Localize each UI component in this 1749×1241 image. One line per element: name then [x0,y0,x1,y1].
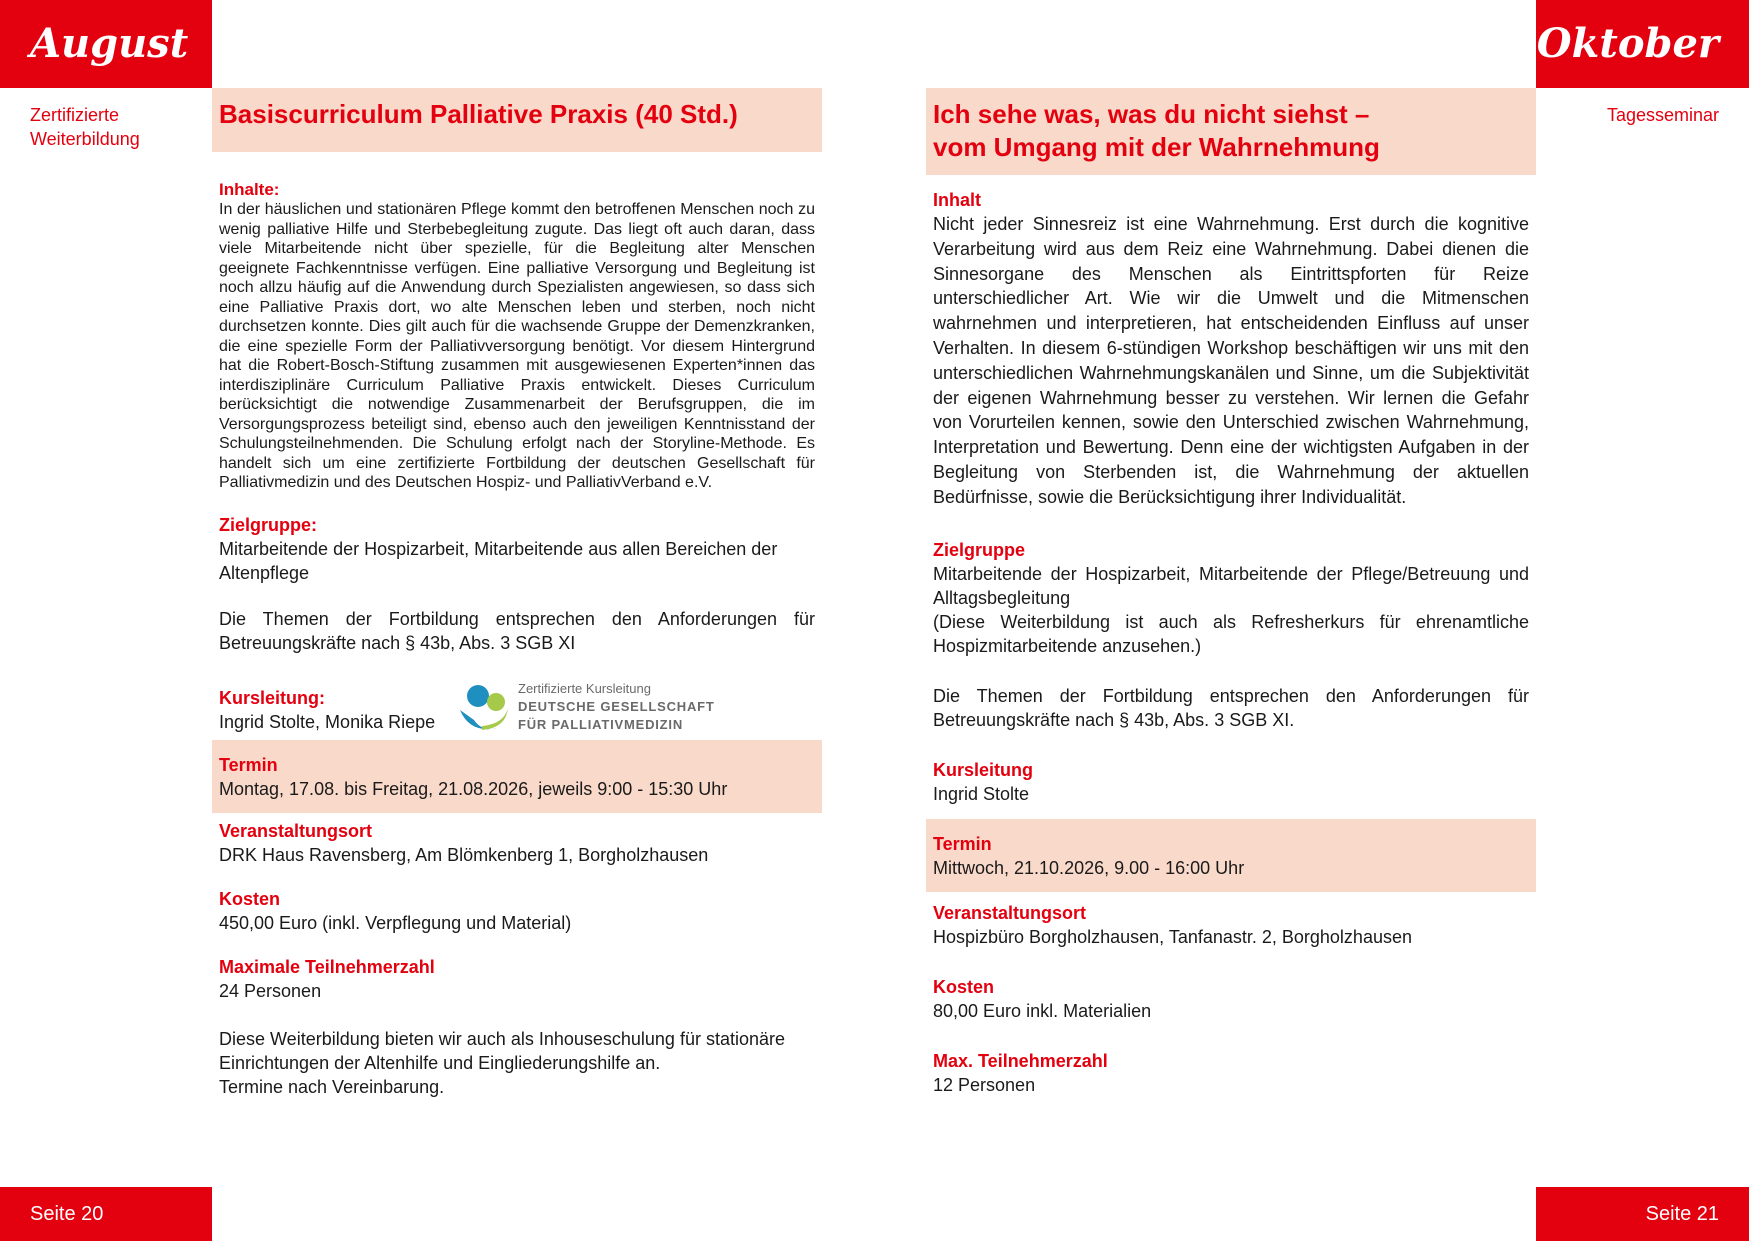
dgp-logo-icon [452,676,718,738]
max-text: 24 Personen [219,980,322,1001]
themen-section [926,684,1536,732]
course-title-line1: Ich sehe was, was du nicht siehst – [933,99,1370,129]
themen-section [212,607,822,655]
ort-label: Veranstaltungsort [933,902,1087,923]
category-label: Tagesseminar [1606,105,1719,125]
inhouse-section [212,1027,822,1099]
course-title: Basiscurriculum Palliative Praxis (40 Std.) [219,99,738,129]
kursleitung-section [926,758,1536,806]
kursleitung-section [212,680,822,734]
zielgruppe-label: Zielgruppe: [219,514,317,535]
zielgruppe-label: Zielgruppe [933,539,1026,560]
inhalt-label: Inhalt [933,190,981,210]
inhouse-text-2: Termine nach Vereinbarung. [219,1076,445,1097]
course-title-box [926,88,1536,175]
themen-text: Die Themen der Fortbildung entsprechen den Anforderungen für Betreuungskräfte nach § 43b, Abs. 3 SGB XI [219,608,815,653]
termin-text: Montag, 17.08. bis Freitag, 21.08.2026, jeweils 9:00 - 15:30 Uhr [219,778,728,799]
month-title: Oktober [1536,20,1719,67]
kursleitung-text: Ingrid Stolte [933,783,1030,804]
zielgruppe-note: (Diese Weiterbildung ist auch als Refresherkurs für ehrenamtliche Hospizmitarbeitende anzusehen.) [933,611,1529,656]
ort-text: DRK Haus Ravensberg, Am Blömkenberg 1, Borgholzhausen [219,844,709,865]
category-label: Zertifizierte Weiterbildung [30,105,140,149]
inhalt-section [926,188,1536,510]
zielgruppe-text: Mitarbeitende der Hospizarbeit, Mitarbeitende aus allen Bereichen der Altenpflege [219,538,778,583]
max-section [212,955,822,1003]
kosten-text: 80,00 Euro inkl. Materialien [933,1000,1152,1021]
course-left [212,88,822,1099]
month-tab-august [0,0,212,88]
month-tab-oktober [1536,0,1749,88]
max-label: Max. Teilnehmerzahl [933,1050,1108,1071]
ort-text: Hospizbüro Borgholzhausen, Tanfanastr. 2, Borgholzhausen [933,926,1412,947]
kosten-section [212,887,822,935]
inhalte-section [212,180,822,493]
logo-line2: DEUTSCHE GESELLSCHAFT [518,698,715,714]
logo-line3: FÜR PALLIATIVMEDIZIN [518,716,684,732]
max-label: Maximale Teilnehmerzahl [219,956,435,977]
kursleitung-text: Ingrid Stolte, Monika Riepe [219,711,436,732]
page-number: Seite 21 [1536,1187,1749,1241]
themen-text: Die Themen der Fortbildung entsprechen den Anforderungen für Betreuungskräfte nach § 43b, Abs. 3 SGB XI. [933,685,1529,730]
dgp-logo [452,676,718,738]
page-number: Seite 20 [0,1187,212,1241]
course-title-box [212,88,822,152]
termin-text: Mittwoch, 21.10.2026, 9.00 - 16:00 Uhr [933,857,1245,878]
inhalt-text: Nicht jeder Sinnesreiz ist eine Wahrnehmung. Erst durch die kognitive Verarbeitung wird aus dem Reiz eine Wahrnehmung. Dabei dienen die Sinnesorgane des Menschen als Eintrittspforten für Reize unterschiedlicher Art. Wie wir die Umwelt und die Mitmenschen wahrnehmen und interpretieren, hat entscheidenden Einfluss auf unser Verhalten. In diesem 6-stündigen Workshop beschäftigen wir uns mit den unterschiedlichen Wahrnehmungskanälen und Sinne, um die Subjektivität der eigenen Wahrnehmung besser zu verstehen. Wir lernen die Gefahr von Vorurteilen kennen, sowie den Unterschied zwischen Wahrnehmung, Interpretation und Bewertung. Denn eine der wichtigsten Aufgaben in der Begleitung von Sterbenden ist, die Wahrnehmung der aktuellen Bedürfnisse, sowie die Berücksichtigung ihrer Individualität. [933,214,1529,507]
termin-label: Termin [219,754,278,775]
kosten-section [926,975,1536,1023]
max-section [926,1049,1536,1097]
max-text: 12 Personen [933,1074,1036,1095]
ort-label: Veranstaltungsort [219,820,373,841]
course-title-line2: vom Umgang mit der Wahrnehmung [933,132,1380,162]
inhalte-text: In der häuslichen und stationären Pflege kommt den betroffenen Menschen noch zu wenig palliative Hilfe und Sterbebegleitung zugute. Das liegt oft auch daran, dass viele Mitarbeitende nicht über spezielle, für die Begleitung alter Menschen geeignete Fachkenntnisse verfügen. Eine palliative Versorgung und Begleitung ist noch allzu häufig auf die Anwendung durch Spezialisten angewiesen, so dass sich eine Palliative Praxis dort, wo alte Menschen leben und sterben, noch nicht durchsetzen konnte. Dies gilt auch für die wachsende Gruppe der Demenzkranken, die eine spezielle Form der Palliativversorgung benötigt. Vor diesem Hintergrund hat die Robert-Bosch-Stiftung zusammen mit ausgewiesenen Experten*innen das interdisziplinäre Curriculum Palliative Praxis entwickelt. Dieses Curriculum berücksichtigt die notwendige Zusammenarbeit der Berufsgruppen, die im Versorgungsprozess beteiligt sind, ebenso auch den jeweiligen Kenntnisstand der Schulungsteilnehmenden. Die Schulung erfolgt nach der Storyline-Methode. Es handelt sich um eine zertifizierte Fortbildung der deutschen Gesellschaft für Palliativmedizin und des Deutschen Hospiz- und PalliativVerband e.V. [219,201,815,491]
logo-line1: Zertifizierte Kursleitung [518,680,651,696]
termin-label: Termin [933,833,992,854]
month-title: August [30,20,189,67]
termin-box [212,740,822,813]
zielgruppe-section [926,538,1536,658]
inhouse-text: Diese Weiterbildung bieten wir auch als Inhouseschulung für stationäre Einrichtungen der Altenhilfe und Eingliederungshilfe an. [219,1028,785,1073]
kosten-label: Kosten [219,888,281,909]
kursleitung-label: Kursleitung [933,759,1034,780]
kursleitung-label: Kursleitung: [219,687,325,708]
inhalte-label: Inhalte: [219,180,280,199]
kosten-text: 450,00 Euro (inkl. Verpflegung und Material) [219,912,572,933]
course-right [926,88,1536,1097]
termin-box [926,819,1536,892]
zielgruppe-text: Mitarbeitende der Hospizarbeit, Mitarbeitende der Pflege/Betreuung und Alltagsbegleitung [933,563,1529,608]
kosten-label: Kosten [933,976,995,997]
zielgruppe-section [212,513,822,585]
ort-section [212,819,822,867]
ort-section [926,901,1536,949]
